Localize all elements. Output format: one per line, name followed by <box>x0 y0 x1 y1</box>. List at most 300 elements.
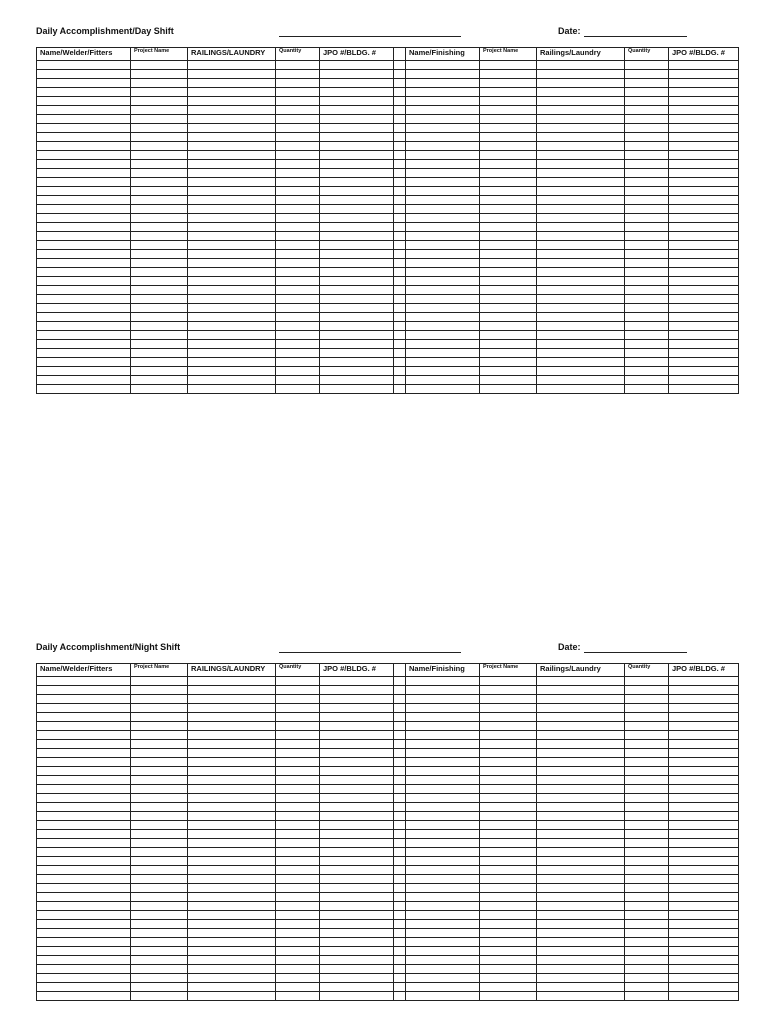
blank-cell <box>131 115 188 124</box>
blank-cell <box>625 70 669 79</box>
blank-cell <box>188 295 276 304</box>
blank-cell <box>394 812 406 821</box>
blank-cell <box>394 178 406 187</box>
blank-cell <box>37 875 131 884</box>
blank-cell <box>625 106 669 115</box>
blank-cell <box>276 839 320 848</box>
blank-cell <box>625 187 669 196</box>
blank-cell <box>276 767 320 776</box>
blank-cell <box>37 677 131 686</box>
blank-cell <box>480 349 537 358</box>
blank-cell <box>188 722 276 731</box>
day-col-name-finishing: Name/Finishing <box>406 48 480 61</box>
blank-cell <box>37 142 131 151</box>
blank-cell <box>131 848 188 857</box>
blank-cell <box>131 758 188 767</box>
blank-cell <box>276 223 320 232</box>
blank-cell <box>276 331 320 340</box>
blank-cell <box>188 205 276 214</box>
blank-cell <box>37 776 131 785</box>
blank-cell <box>669 884 739 893</box>
night-shift-blank-row <box>37 929 739 938</box>
blank-cell <box>480 214 537 223</box>
blank-cell <box>131 295 188 304</box>
blank-cell <box>480 749 537 758</box>
blank-cell <box>276 277 320 286</box>
blank-cell <box>625 956 669 965</box>
day-shift-title-row <box>36 26 738 47</box>
night-shift-title-blank-line <box>279 652 461 653</box>
blank-cell <box>480 151 537 160</box>
blank-cell <box>131 776 188 785</box>
blank-cell <box>188 821 276 830</box>
night-shift-blank-row <box>37 893 739 902</box>
day-shift-blank-row <box>37 151 739 160</box>
blank-cell <box>394 749 406 758</box>
blank-cell <box>188 983 276 992</box>
blank-cell <box>394 295 406 304</box>
blank-cell <box>480 929 537 938</box>
blank-cell <box>188 920 276 929</box>
blank-cell <box>320 875 394 884</box>
blank-cell <box>669 929 739 938</box>
day-shift-blank-row <box>37 169 739 178</box>
blank-cell <box>669 938 739 947</box>
blank-cell <box>131 97 188 106</box>
blank-cell <box>320 106 394 115</box>
day-shift-blank-row <box>37 250 739 259</box>
blank-cell <box>131 704 188 713</box>
blank-cell <box>320 722 394 731</box>
blank-cell <box>625 929 669 938</box>
blank-cell <box>669 830 739 839</box>
blank-cell <box>37 349 131 358</box>
blank-cell <box>394 97 406 106</box>
blank-cell <box>320 385 394 394</box>
blank-cell <box>625 794 669 803</box>
blank-cell <box>276 866 320 875</box>
day-shift-blank-row <box>37 358 739 367</box>
night-shift-blank-row <box>37 722 739 731</box>
blank-cell <box>37 187 131 196</box>
day-shift-blank-row <box>37 304 739 313</box>
blank-cell <box>537 722 625 731</box>
blank-cell <box>188 758 276 767</box>
blank-cell <box>276 97 320 106</box>
blank-cell <box>276 169 320 178</box>
night-shift-blank-row <box>37 902 739 911</box>
night-col-name-finishing: Name/Finishing <box>406 664 480 677</box>
blank-cell <box>669 821 739 830</box>
blank-cell <box>37 322 131 331</box>
blank-cell <box>625 812 669 821</box>
night-shift-blank-row <box>37 695 739 704</box>
blank-cell <box>37 956 131 965</box>
blank-cell <box>320 70 394 79</box>
blank-cell <box>537 875 625 884</box>
blank-cell <box>188 893 276 902</box>
blank-cell <box>480 367 537 376</box>
blank-cell <box>625 713 669 722</box>
blank-cell <box>625 803 669 812</box>
blank-cell <box>480 88 537 97</box>
blank-cell <box>406 286 480 295</box>
blank-cell <box>37 938 131 947</box>
blank-cell <box>625 785 669 794</box>
blank-cell <box>276 79 320 88</box>
night-shift-blank-row <box>37 767 739 776</box>
blank-cell <box>625 695 669 704</box>
blank-cell <box>188 286 276 295</box>
day-col-project-name: Project Name <box>131 48 188 61</box>
blank-cell <box>131 839 188 848</box>
blank-cell <box>131 241 188 250</box>
blank-cell <box>480 884 537 893</box>
blank-cell <box>625 61 669 70</box>
blank-cell <box>37 286 131 295</box>
blank-cell <box>188 740 276 749</box>
blank-cell <box>406 106 480 115</box>
blank-cell <box>131 178 188 187</box>
blank-cell <box>276 920 320 929</box>
blank-cell <box>320 304 394 313</box>
blank-cell <box>188 686 276 695</box>
blank-cell <box>669 268 739 277</box>
day-shift-blank-row <box>37 259 739 268</box>
blank-cell <box>537 803 625 812</box>
blank-cell <box>394 911 406 920</box>
blank-cell <box>188 839 276 848</box>
blank-cell <box>320 911 394 920</box>
blank-cell <box>394 785 406 794</box>
blank-cell <box>625 277 669 286</box>
blank-cell <box>131 205 188 214</box>
blank-cell <box>537 929 625 938</box>
blank-cell <box>394 722 406 731</box>
blank-cell <box>625 322 669 331</box>
blank-cell <box>37 97 131 106</box>
blank-cell <box>37 106 131 115</box>
blank-cell <box>394 830 406 839</box>
blank-cell <box>276 947 320 956</box>
blank-cell <box>394 205 406 214</box>
blank-cell <box>394 947 406 956</box>
blank-cell <box>480 250 537 259</box>
blank-cell <box>188 947 276 956</box>
night-shift-blank-row <box>37 740 739 749</box>
blank-cell <box>37 331 131 340</box>
blank-cell <box>37 722 131 731</box>
blank-cell <box>320 169 394 178</box>
blank-cell <box>625 358 669 367</box>
blank-cell <box>669 803 739 812</box>
blank-cell <box>394 848 406 857</box>
blank-cell <box>276 70 320 79</box>
blank-cell <box>276 232 320 241</box>
blank-cell <box>625 767 669 776</box>
blank-cell <box>276 821 320 830</box>
blank-cell <box>537 61 625 70</box>
blank-cell <box>406 929 480 938</box>
blank-cell <box>188 992 276 1001</box>
blank-cell <box>37 196 131 205</box>
day-shift-blank-row <box>37 295 739 304</box>
blank-cell <box>394 304 406 313</box>
blank-cell <box>276 713 320 722</box>
blank-cell <box>320 79 394 88</box>
blank-cell <box>320 196 394 205</box>
blank-cell <box>131 214 188 223</box>
blank-cell <box>406 187 480 196</box>
blank-cell <box>669 920 739 929</box>
blank-cell <box>320 695 394 704</box>
blank-cell <box>131 286 188 295</box>
blank-cell <box>131 884 188 893</box>
blank-cell <box>320 884 394 893</box>
blank-cell <box>37 992 131 1001</box>
blank-cell <box>625 740 669 749</box>
blank-cell <box>480 821 537 830</box>
blank-cell <box>406 376 480 385</box>
blank-cell <box>320 160 394 169</box>
blank-cell <box>480 232 537 241</box>
blank-cell <box>625 920 669 929</box>
blank-cell <box>276 875 320 884</box>
blank-cell <box>537 367 625 376</box>
blank-cell <box>37 902 131 911</box>
blank-cell <box>480 223 537 232</box>
night-shift-blank-row <box>37 677 739 686</box>
day-shift-blank-row <box>37 367 739 376</box>
blank-cell <box>480 268 537 277</box>
blank-cell <box>320 340 394 349</box>
blank-cell <box>669 965 739 974</box>
blank-cell <box>480 277 537 286</box>
blank-cell <box>131 70 188 79</box>
day-shift-blank-row <box>37 124 739 133</box>
day-shift-blank-row <box>37 385 739 394</box>
blank-cell <box>537 133 625 142</box>
blank-cell <box>276 268 320 277</box>
blank-cell <box>669 376 739 385</box>
day-shift-title: Daily Accomplishment/Day Shift <box>36 26 174 36</box>
blank-cell <box>320 259 394 268</box>
blank-cell <box>131 731 188 740</box>
day-shift-date-blank-line <box>584 36 687 37</box>
blank-cell <box>406 124 480 133</box>
blank-cell <box>669 857 739 866</box>
day-shift-blank-row <box>37 205 739 214</box>
night-shift-blank-row <box>37 686 739 695</box>
blank-cell <box>537 830 625 839</box>
day-shift-blank-row <box>37 313 739 322</box>
blank-cell <box>480 983 537 992</box>
blank-cell <box>320 992 394 1001</box>
blank-cell <box>537 974 625 983</box>
blank-cell <box>37 911 131 920</box>
blank-cell <box>625 983 669 992</box>
blank-cell <box>537 124 625 133</box>
blank-cell <box>406 232 480 241</box>
blank-cell <box>131 992 188 1001</box>
blank-cell <box>320 839 394 848</box>
blank-cell <box>669 812 739 821</box>
blank-cell <box>406 313 480 322</box>
blank-cell <box>188 232 276 241</box>
blank-cell <box>537 268 625 277</box>
day-shift-blank-row <box>37 349 739 358</box>
blank-cell <box>276 115 320 124</box>
blank-cell <box>37 385 131 394</box>
blank-cell <box>131 340 188 349</box>
blank-cell <box>537 358 625 367</box>
blank-cell <box>480 677 537 686</box>
blank-cell <box>406 893 480 902</box>
blank-cell <box>188 124 276 133</box>
blank-cell <box>406 920 480 929</box>
blank-cell <box>625 875 669 884</box>
blank-cell <box>276 776 320 785</box>
blank-cell <box>188 785 276 794</box>
blank-cell <box>406 259 480 268</box>
blank-cell <box>394 965 406 974</box>
blank-cell <box>320 713 394 722</box>
blank-cell <box>625 686 669 695</box>
blank-cell <box>394 277 406 286</box>
blank-cell <box>394 803 406 812</box>
blank-cell <box>669 169 739 178</box>
blank-cell <box>406 79 480 88</box>
blank-cell <box>131 686 188 695</box>
blank-cell <box>669 124 739 133</box>
blank-cell <box>131 79 188 88</box>
blank-cell <box>131 812 188 821</box>
blank-cell <box>480 713 537 722</box>
blank-cell <box>406 142 480 151</box>
blank-cell <box>669 713 739 722</box>
blank-cell <box>480 812 537 821</box>
day-shift-blank-row <box>37 187 739 196</box>
night-shift-blank-row <box>37 911 739 920</box>
blank-cell <box>131 920 188 929</box>
blank-cell <box>669 992 739 1001</box>
blank-cell <box>537 776 625 785</box>
blank-cell <box>537 821 625 830</box>
blank-cell <box>394 115 406 124</box>
blank-cell <box>394 142 406 151</box>
blank-cell <box>537 731 625 740</box>
blank-cell <box>394 169 406 178</box>
blank-cell <box>276 758 320 767</box>
blank-cell <box>276 704 320 713</box>
blank-cell <box>537 223 625 232</box>
blank-cell <box>188 61 276 70</box>
blank-cell <box>537 695 625 704</box>
night-shift-blank-row <box>37 947 739 956</box>
blank-cell <box>625 722 669 731</box>
blank-cell <box>394 920 406 929</box>
blank-cell <box>188 902 276 911</box>
blank-cell <box>276 686 320 695</box>
blank-cell <box>625 214 669 223</box>
blank-cell <box>276 313 320 322</box>
blank-cell <box>37 839 131 848</box>
blank-cell <box>625 232 669 241</box>
blank-cell <box>320 205 394 214</box>
blank-cell <box>131 304 188 313</box>
blank-cell <box>625 385 669 394</box>
blank-cell <box>320 821 394 830</box>
blank-cell <box>320 376 394 385</box>
blank-cell <box>480 740 537 749</box>
blank-cell <box>276 88 320 97</box>
blank-cell <box>480 385 537 394</box>
blank-cell <box>406 367 480 376</box>
night-shift-title: Daily Accomplishment/Night Shift <box>36 642 181 652</box>
night-shift-blank-row <box>37 776 739 785</box>
blank-cell <box>537 376 625 385</box>
blank-cell <box>131 313 188 322</box>
blank-cell <box>320 938 394 947</box>
blank-cell <box>480 376 537 385</box>
blank-cell <box>406 196 480 205</box>
blank-cell <box>669 313 739 322</box>
night-shift-date-label: Date: <box>558 642 581 652</box>
blank-cell <box>37 965 131 974</box>
blank-cell <box>276 205 320 214</box>
blank-cell <box>188 812 276 821</box>
blank-cell <box>480 169 537 178</box>
blank-cell <box>480 61 537 70</box>
blank-cell <box>188 776 276 785</box>
blank-cell <box>394 106 406 115</box>
blank-cell <box>320 241 394 250</box>
blank-cell <box>406 349 480 358</box>
blank-cell <box>131 277 188 286</box>
blank-cell <box>406 857 480 866</box>
blank-cell <box>320 187 394 196</box>
blank-cell <box>276 929 320 938</box>
blank-cell <box>537 205 625 214</box>
blank-cell <box>131 767 188 776</box>
blank-cell <box>625 857 669 866</box>
blank-cell <box>276 322 320 331</box>
blank-cell <box>480 259 537 268</box>
blank-cell <box>537 250 625 259</box>
blank-cell <box>188 250 276 259</box>
blank-cell <box>537 97 625 106</box>
night-shift-date-blank-line <box>584 652 687 653</box>
blank-cell <box>37 848 131 857</box>
blank-cell <box>320 232 394 241</box>
blank-cell <box>625 938 669 947</box>
blank-cell <box>537 713 625 722</box>
blank-cell <box>188 767 276 776</box>
blank-cell <box>669 79 739 88</box>
blank-cell <box>188 875 276 884</box>
blank-cell <box>131 893 188 902</box>
blank-cell <box>537 259 625 268</box>
blank-cell <box>276 241 320 250</box>
blank-cell <box>131 160 188 169</box>
blank-cell <box>480 115 537 124</box>
blank-cell <box>669 731 739 740</box>
night-shift-blank-row <box>37 713 739 722</box>
blank-cell <box>37 160 131 169</box>
blank-cell <box>37 241 131 250</box>
blank-cell <box>188 106 276 115</box>
blank-cell <box>406 821 480 830</box>
